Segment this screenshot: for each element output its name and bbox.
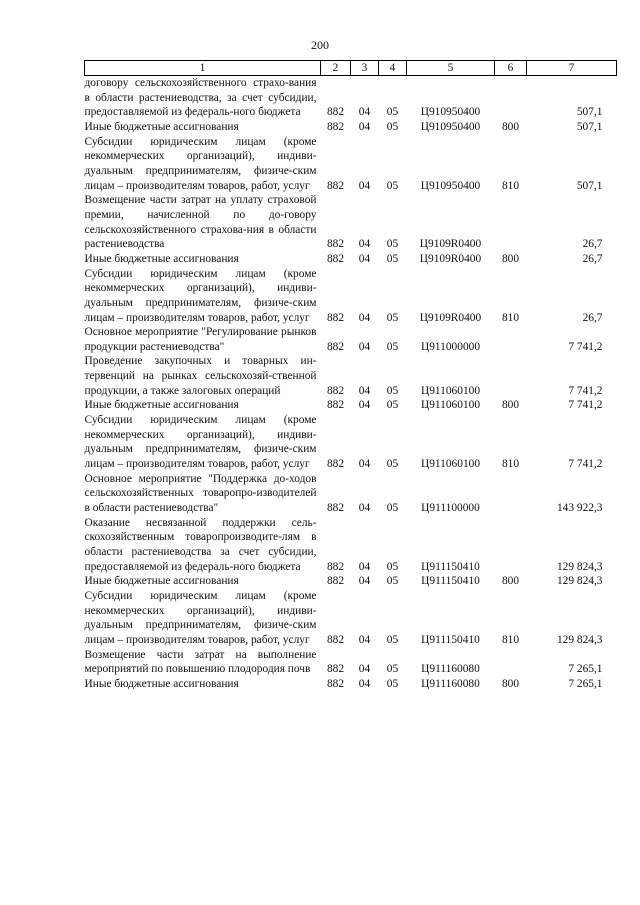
column-header-2: 2 — [321, 61, 351, 76]
row-amount: 129 824,3 — [556, 633, 603, 646]
row-amount: 129 824,3 — [556, 560, 603, 573]
row-name: Иные бюджетные ассигнования — [84, 677, 239, 690]
row-name: Субсидии юридическим лицам (кроме некоммерческих организаций), индиви-дуальным предпринимателям, физиче-ским лицам – производителям товаров, работ, услуг — [84, 589, 317, 646]
row-section-code: 04 — [358, 179, 371, 192]
row-expense-type-code: 800 — [501, 252, 520, 265]
row-expense-type-code — [495, 516, 527, 575]
row-glava-code: 882 — [326, 179, 345, 192]
row-target-article-code: Ц911150410 — [421, 560, 480, 573]
row-glava-code: 882 — [326, 252, 345, 265]
row-name: Оказание несвязанной поддержки сель-скохозяйственным товаропроизводите-лям в области растениеводства за счет субсидии, предоставляемой из федераль-ного бюджета — [84, 516, 317, 573]
row-target-article-code: Ц911060100 — [420, 399, 481, 412]
row-amount: 26,7 — [582, 311, 603, 324]
row-target-article-code: Ц9109R0400 — [419, 238, 482, 251]
row-glava-code: 882 — [326, 560, 345, 573]
row-expense-type-code — [495, 472, 527, 516]
row-amount: 507,1 — [576, 179, 603, 192]
row-section-code: 04 — [358, 120, 371, 133]
row-expense-type-code: 800 — [501, 399, 520, 412]
row-target-article-code: Ц9109R0400 — [419, 252, 482, 265]
row-section-code: 04 — [358, 575, 371, 588]
row-target-article-code: Ц910950400 — [420, 106, 481, 119]
table-row — [85, 472, 617, 516]
row-name: Субсидии юридическим лицам (кроме некоммерческих организаций), индиви-дуальным предпринимателям, физиче-ским лицам – производителям товаров, работ, услуг — [84, 135, 317, 192]
column-header-4: 4 — [379, 61, 407, 76]
row-section-code: 04 — [358, 340, 371, 353]
row-expense-type-code — [495, 354, 527, 398]
table-row — [85, 574, 617, 589]
row-amount: 7 265,1 — [568, 663, 603, 676]
row-target-article-code: Ц911150410 — [421, 575, 480, 588]
row-section-code: 04 — [358, 560, 371, 573]
table-row — [85, 516, 617, 575]
row-glava-code: 882 — [326, 399, 345, 412]
row-subsection-code: 05 — [386, 252, 399, 265]
row-target-article-code: Ц911060100 — [420, 458, 481, 471]
row-expense-type-code — [495, 76, 527, 120]
table-row — [85, 589, 617, 648]
row-amount: 7 741,2 — [568, 458, 603, 471]
row-subsection-code: 05 — [386, 575, 399, 588]
row-subsection-code: 05 — [386, 179, 399, 192]
row-subsection-code: 05 — [386, 677, 399, 690]
row-expense-type-code — [495, 325, 527, 354]
row-glava-code: 882 — [326, 384, 345, 397]
row-glava-code: 882 — [326, 502, 345, 515]
row-glava-code: 882 — [326, 120, 345, 133]
row-glava-code: 882 — [326, 575, 345, 588]
row-expense-type-code — [495, 193, 527, 252]
table-row — [85, 677, 617, 692]
row-amount: 507,1 — [576, 106, 603, 119]
page-number: 200 — [311, 38, 329, 52]
row-glava-code: 882 — [326, 106, 345, 119]
row-glava-code: 882 — [326, 238, 345, 251]
row-amount: 26,7 — [582, 238, 603, 251]
row-expense-type-code: 810 — [501, 179, 520, 192]
row-section-code: 04 — [358, 238, 371, 251]
row-subsection-code: 05 — [386, 633, 399, 646]
row-target-article-code: Ц911100000 — [421, 502, 480, 515]
row-subsection-code: 05 — [386, 340, 399, 353]
row-name: Иные бюджетные ассигнования — [84, 252, 239, 265]
table-row — [85, 252, 617, 267]
row-name: Иные бюджетные ассигнования — [84, 120, 239, 133]
row-glava-code: 882 — [326, 663, 345, 676]
table-row — [85, 398, 617, 413]
row-subsection-code: 05 — [386, 384, 399, 397]
row-expense-type-code: 810 — [501, 458, 520, 471]
row-target-article-code: Ц911000000 — [420, 340, 481, 353]
column-header-6: 6 — [495, 61, 527, 76]
table-row — [85, 76, 617, 120]
row-name: Возмещение части затрат на выполнение мероприятий по повышению плодородия почв — [84, 648, 317, 676]
row-amount: 26,7 — [582, 252, 603, 265]
row-section-code: 04 — [358, 502, 371, 515]
row-amount: 129 824,3 — [556, 575, 603, 588]
row-amount: 7 741,2 — [568, 340, 603, 353]
column-header-7: 7 — [527, 61, 617, 76]
row-section-code: 04 — [358, 252, 371, 265]
row-expense-type-code: 810 — [501, 633, 520, 646]
row-glava-code: 882 — [326, 458, 345, 471]
row-subsection-code: 05 — [386, 502, 399, 515]
row-target-article-code: Ц911060100 — [420, 384, 481, 397]
row-name: Субсидии юридическим лицам (кроме некоммерческих организаций), индиви-дуальным предпринимателям, физиче-ским лицам – производителям товаров, работ, услуг — [84, 267, 317, 324]
row-target-article-code: Ц9109R0400 — [419, 311, 482, 324]
row-glava-code: 882 — [326, 677, 345, 690]
table-row — [85, 120, 617, 135]
row-name: Субсидии юридическим лицам (кроме некоммерческих организаций), индиви-дуальным предпринимателям, физиче-ским лицам – производителям товаров, работ, услуг — [84, 414, 317, 471]
row-subsection-code: 05 — [386, 311, 399, 324]
table-row — [85, 135, 617, 194]
row-name: Проведение закупочных и товарных ин-тервенций на рынках сельскохозяй-ственной продукции, а также залоговых операций — [84, 355, 317, 397]
row-subsection-code: 05 — [386, 560, 399, 573]
row-amount: 143 922,3 — [556, 502, 603, 515]
row-name: Основное мероприятие "Поддержка до-ходов сельскохозяйственных товаропро-изводителей в области растениеводства" — [84, 472, 317, 515]
row-amount: 507,1 — [576, 120, 603, 133]
row-name: Иные бюджетные ассигнования — [84, 575, 239, 588]
column-header-1: 1 — [85, 61, 321, 76]
row-amount: 7 265,1 — [568, 677, 603, 690]
table-header — [85, 61, 617, 76]
row-target-article-code: Ц911150410 — [421, 633, 480, 646]
row-subsection-code: 05 — [386, 458, 399, 471]
row-subsection-code: 05 — [386, 120, 399, 133]
row-subsection-code: 05 — [386, 238, 399, 251]
row-glava-code: 882 — [326, 340, 345, 353]
row-amount: 7 741,2 — [568, 399, 603, 412]
row-target-article-code: Ц911160080 — [421, 663, 480, 676]
row-section-code: 04 — [358, 677, 371, 690]
row-subsection-code: 05 — [386, 663, 399, 676]
row-glava-code: 882 — [326, 633, 345, 646]
row-section-code: 04 — [358, 384, 371, 397]
row-section-code: 04 — [358, 663, 371, 676]
table-body — [85, 76, 617, 692]
row-name: Основное мероприятие "Регулирование рынков продукции растениеводства" — [84, 326, 317, 353]
table-row — [85, 267, 617, 326]
row-expense-type-code — [495, 648, 527, 677]
table-row — [85, 413, 617, 472]
table-row — [85, 648, 617, 677]
row-expense-type-code: 810 — [501, 311, 520, 324]
column-header-3: 3 — [351, 61, 379, 76]
row-subsection-code: 05 — [386, 399, 399, 412]
row-section-code: 04 — [358, 458, 371, 471]
row-glava-code: 882 — [326, 311, 345, 324]
row-section-code: 04 — [358, 106, 371, 119]
row-expense-type-code: 800 — [501, 575, 520, 588]
row-target-article-code: Ц910950400 — [420, 179, 481, 192]
row-section-code: 04 — [358, 311, 371, 324]
row-expense-type-code: 800 — [501, 120, 520, 133]
budget-table — [84, 60, 617, 692]
row-amount: 7 741,2 — [568, 384, 603, 397]
table-row — [85, 325, 617, 354]
row-expense-type-code: 800 — [501, 677, 520, 690]
row-section-code: 04 — [358, 399, 371, 412]
row-name: Иные бюджетные ассигнования — [84, 399, 239, 412]
table-row — [85, 354, 617, 398]
row-target-article-code: Ц911160080 — [421, 677, 480, 690]
row-name: Возмещение части затрат на уплату страховой премии, начисленной по до-говору сельскохозяйственного страхова-ния в области растениеводства — [84, 194, 317, 251]
row-section-code: 04 — [358, 633, 371, 646]
table-row — [85, 193, 617, 252]
row-target-article-code: Ц910950400 — [420, 120, 481, 133]
column-header-5: 5 — [407, 61, 495, 76]
row-subsection-code: 05 — [386, 106, 399, 119]
row-name: договору сельскохозяйственного страхо-вания в области растениеводства, за счет субсидии, предоставляемой из федераль-ного бюджета — [84, 77, 317, 119]
